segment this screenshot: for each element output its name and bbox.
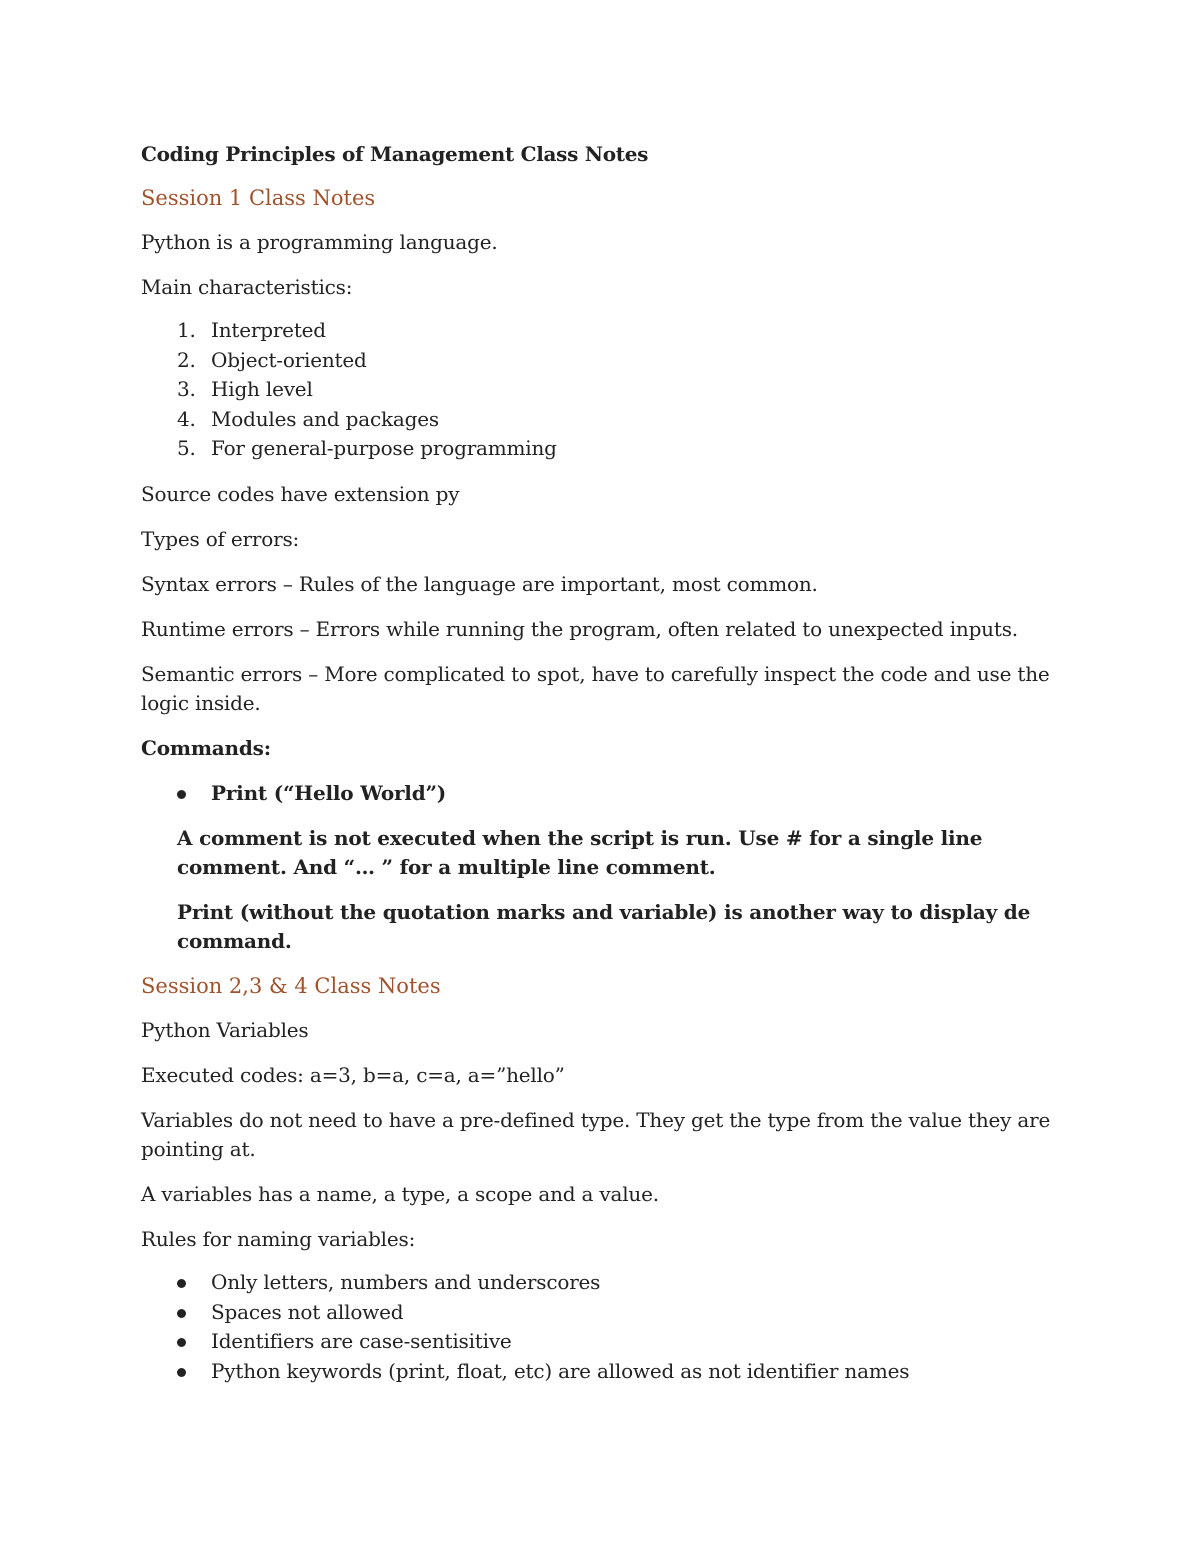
commands-label: Commands: [141, 735, 271, 760]
rules-list [141, 1268, 1061, 1386]
list-item [141, 1357, 1061, 1387]
bullet-icon [177, 1338, 186, 1347]
list-number: 3. [177, 377, 196, 401]
list-item [141, 405, 1061, 435]
bullet-icon [177, 1309, 186, 1318]
commands-list [141, 779, 1061, 809]
runtime-errors-text: Runtime errors – Errors while running the program, often related to unexpected inputs. [141, 616, 1018, 641]
print-note: Print (without the quotation marks and variable) is another way to display de command. [177, 900, 1031, 953]
errors-label: Types of errors: [141, 526, 300, 551]
list-item-text: Python keywords (print, float, etc) are allowed as not identifier names [211, 1358, 910, 1383]
list-item-text: Identifiers are case-sentisitive [211, 1329, 512, 1353]
document-title: Coding Principles of Management Class Notes [141, 142, 649, 166]
list-number: 4. [177, 406, 196, 431]
list-item-text: Object-oriented [211, 347, 367, 372]
session-2-heading: Session 2,3 & 4 Class Notes [141, 974, 441, 998]
list-item [141, 434, 1061, 464]
list-item-text: Spaces not allowed [211, 1299, 404, 1324]
list-item [141, 375, 1061, 405]
list-item [141, 1327, 1061, 1357]
list-item [141, 316, 1061, 346]
variables-title: Python Variables [141, 1018, 309, 1042]
list-number: 5. [177, 436, 196, 460]
bullet-icon [177, 1368, 186, 1377]
list-number: 1. [177, 318, 196, 342]
variables-has-text: A variables has a name, a type, a scope and a value. [141, 1182, 659, 1206]
syntax-errors-text: Syntax errors – Rules of the language are important, most common. [141, 571, 818, 596]
list-item-text: Interpreted [211, 318, 326, 342]
list-number: 2. [177, 347, 196, 372]
characteristics-label: Main characteristics: [141, 275, 353, 299]
list-item [141, 1298, 1061, 1328]
list-item-text: High level [211, 377, 313, 401]
rules-label: Rules for naming variables: [141, 1227, 416, 1251]
document-page [141, 140, 1061, 1402]
semantic-errors-text: Semantic errors – More complicated to spot, have to carefully inspect the code and use the logic inside. [141, 661, 1050, 715]
session-1-heading: Session 1 Class Notes [141, 186, 376, 210]
comment-note: A comment is not executed when the script is run. Use # for a single line comment. And “… ” for a multiple line comment. [177, 826, 983, 879]
characteristics-list [141, 316, 1061, 464]
list-item [141, 1268, 1061, 1298]
list-item-text: Print (“Hello World”) [211, 780, 447, 805]
list-item [141, 779, 1061, 809]
variables-type-text: Variables do not need to have a pre-defined type. They get the type from the value they are pointing at. [141, 1108, 1051, 1161]
intro-text: Python is a programming language. [141, 230, 498, 254]
list-item-text: Only letters, numbers and underscores [211, 1270, 601, 1294]
bullet-icon [177, 1279, 186, 1288]
executed-codes-text: Executed codes: a=3, b=a, c=a, a=”hello” [141, 1063, 565, 1087]
list-item [141, 346, 1061, 376]
list-item-text: Modules and packages [211, 406, 439, 431]
list-item-text: For general-purpose programming [211, 436, 557, 460]
source-codes-text: Source codes have extension py [141, 481, 460, 506]
bullet-icon [177, 790, 186, 799]
